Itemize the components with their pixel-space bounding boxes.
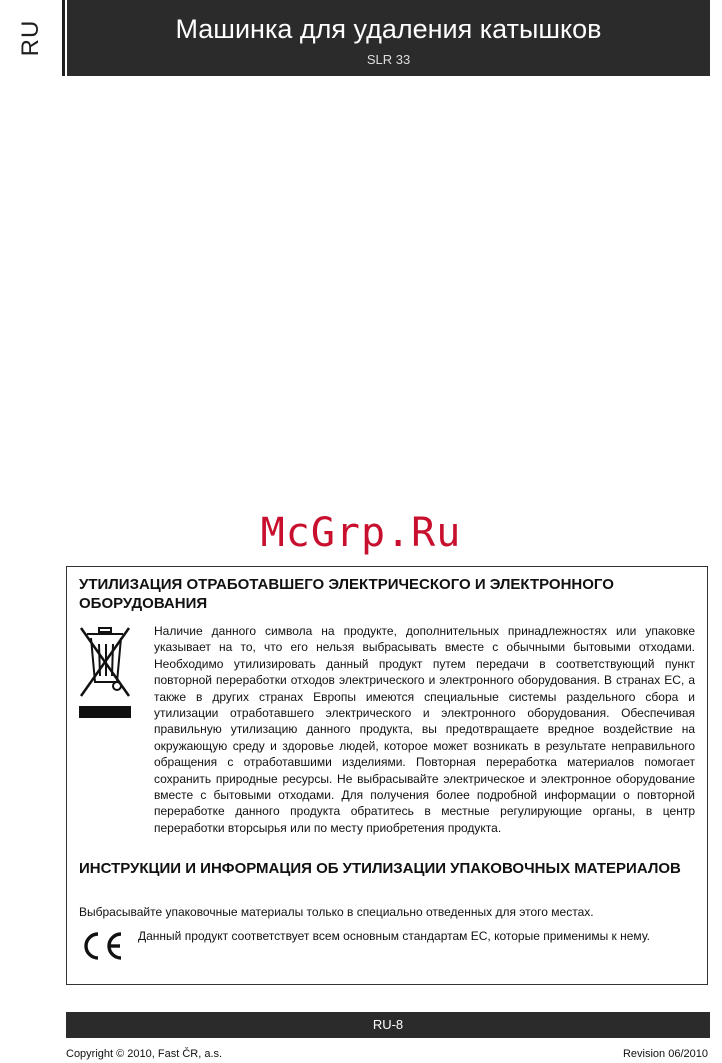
watermark: McGrp.Ru [260, 510, 462, 556]
page-title: Машинка для удаления катышков [175, 14, 602, 44]
disposal-info-box [66, 566, 708, 985]
page-footer [66, 1012, 710, 1038]
weee-paragraph: Наличие данного символа на продукте, дополнительных принадлежностях или упаковке указывает на то, что его нельзя выбрасывать вместе с обычными бытовыми отходами. Необходимо утилизировать данный продукт путем передачи в соответствующий пункт повторной переработки отходов электрического и электронного оборудования. В странах ЕС, а также в других странах Европы имеются специальные системы раздельного сбора и утилизации отработавшего электрического и электронного оборудования. Обеспечивая правильную утилизацию данного продукта, вы предотвращаете вредное воздействие на окружающую среду и здоровье людей, которое может возникать в результате неправильного обращения с отработавшими изделиями. Повторная переработка материалов помогает сохранить природные ресурсы. Не выбрасывайте электрическое и электронное оборудование вместе с бытовыми отходами. Для получения более подробной информации о повторной переработке данного продукта обратитесь в местные регулирующие органы, в центр переработки вторсырья или по месту приобретения продукта. [154, 624, 695, 835]
language-tab [0, 0, 65, 76]
page-header [67, 0, 710, 76]
ce-compliance-text: Данный продукт соответствует всем основным стандартам ЕС, которые применимы к нему. [138, 929, 650, 943]
ce-mark-icon [79, 930, 125, 962]
model-number: SLR 33 [366, 52, 411, 67]
packaging-heading: ИНСТРУКЦИИ И ИНФОРМАЦИЯ ОБ УТИЛИЗАЦИИ УПАКОВОЧНЫХ МАТЕРИАЛОВ [79, 860, 681, 877]
weee-heading: УТИЛИЗАЦИЯ ОТРАБОТАВШЕГО ЭЛЕКТРИЧЕСКОГО И ЭЛЕКТРОННОГО ОБОРУДОВАНИЯ [79, 576, 614, 612]
crossed-bin-icon [77, 624, 133, 720]
language-code: RU [17, 19, 44, 57]
page-number: RU-8 [372, 1017, 404, 1032]
copyright: Copyright © 2010, Fast ČR, a.s. [66, 1048, 223, 1060]
revision: Revision 06/2010 [622, 1048, 708, 1060]
packaging-text: Выбрасывайте упаковочные материалы только в специально отведенных для этого местах. [79, 905, 594, 919]
